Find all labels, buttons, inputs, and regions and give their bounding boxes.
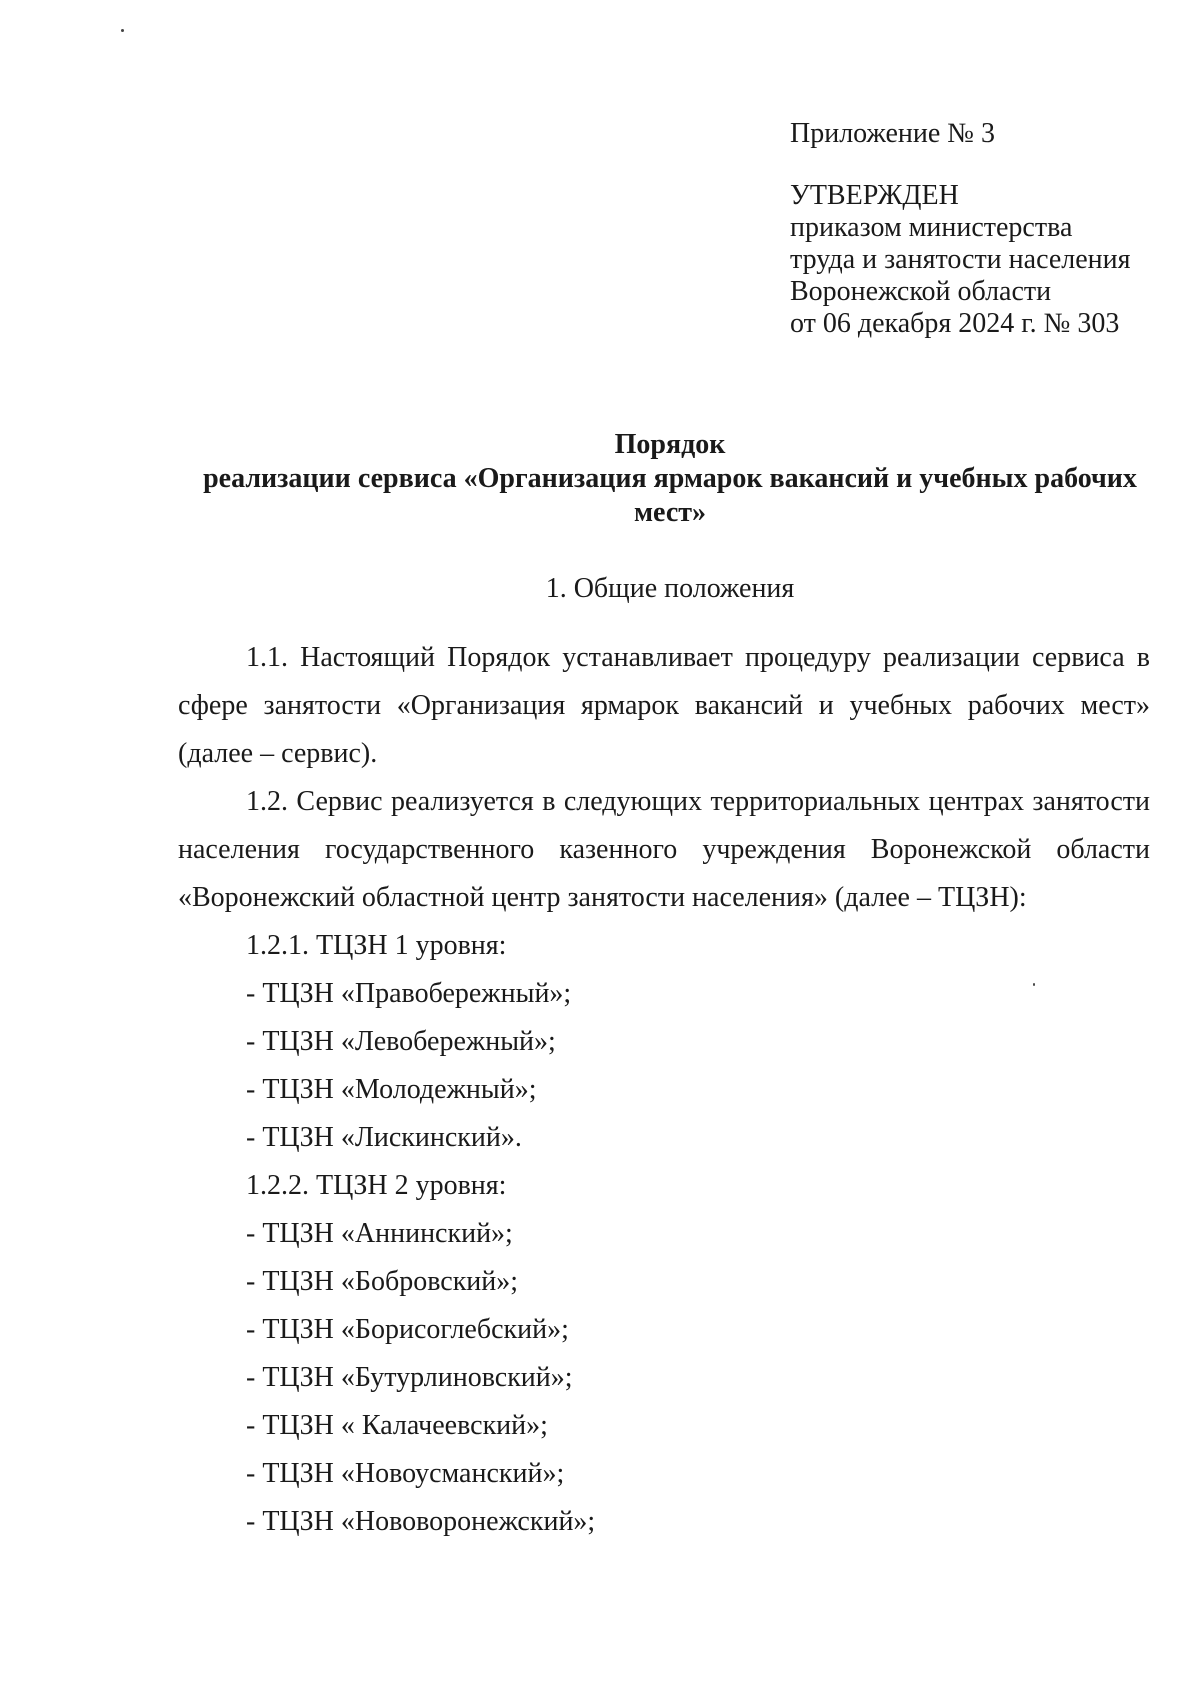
document-title [180,428,1160,530]
title-line: реализации сервиса «Организация ярмарок вакансий и учебных рабочих мест» [203,463,1137,528]
paragraph-1-1: 1.1. Настоящий Порядок устанавливает процедуру реализации сервиса в сфере занятости «Организация ярмарок вакансий и учебных рабочих мест» (далее – сервис). [178,642,1150,769]
list-item: 1.2.1. ТЦЗН 1 уровня: [246,930,507,961]
center-list [246,922,595,1546]
list-item: - ТЦЗН «Лискинский». [246,1122,522,1153]
list-item: - ТЦЗН «Аннинский»; [246,1218,513,1249]
approval-block [790,118,1190,340]
scan-speck [1033,983,1035,986]
list-item: - ТЦЗН «Новоусманский»; [246,1458,565,1489]
list-item: - ТЦЗН «Правобережный»; [246,978,572,1009]
list-item: - ТЦЗН «Молодежный»; [246,1074,537,1105]
list-item: - ТЦЗН « Калачеевский»; [246,1410,548,1441]
approval-line: Воронежской области [790,276,1052,307]
section-heading: 1. Общие положения [545,573,795,604]
list-item: - ТЦЗН «Бобровский»; [246,1266,519,1297]
paragraph-1-2: 1.2. Сервис реализуется в следующих территориальных центрах занятости населения государственного казенного учреждения Воронежской области «Воронежский областной центр занятости населения» (далее – ТЦЗН): [178,786,1150,913]
approval-line: приказом министерства [790,212,1073,243]
list-item: - ТЦЗН «Нововоронежский»; [246,1506,596,1537]
list-item: 1.2.2. ТЦЗН 2 уровня: [246,1170,507,1201]
scan-speck [121,29,124,32]
approval-date-number: от 06 декабря 2024 г. № 303 [790,308,1120,339]
approval-line: труда и занятости населения [790,244,1131,275]
list-item: - ТЦЗН «Левобережный»; [246,1026,556,1057]
list-item: - ТЦЗН «Борисоглебский»; [246,1314,569,1345]
annex-number: Приложение № 3 [790,118,995,149]
approved-label: УТВЕРЖДЕН [790,180,959,211]
title-line: Порядок [614,429,726,460]
list-item: - ТЦЗН «Бутурлиновский»; [246,1362,573,1393]
